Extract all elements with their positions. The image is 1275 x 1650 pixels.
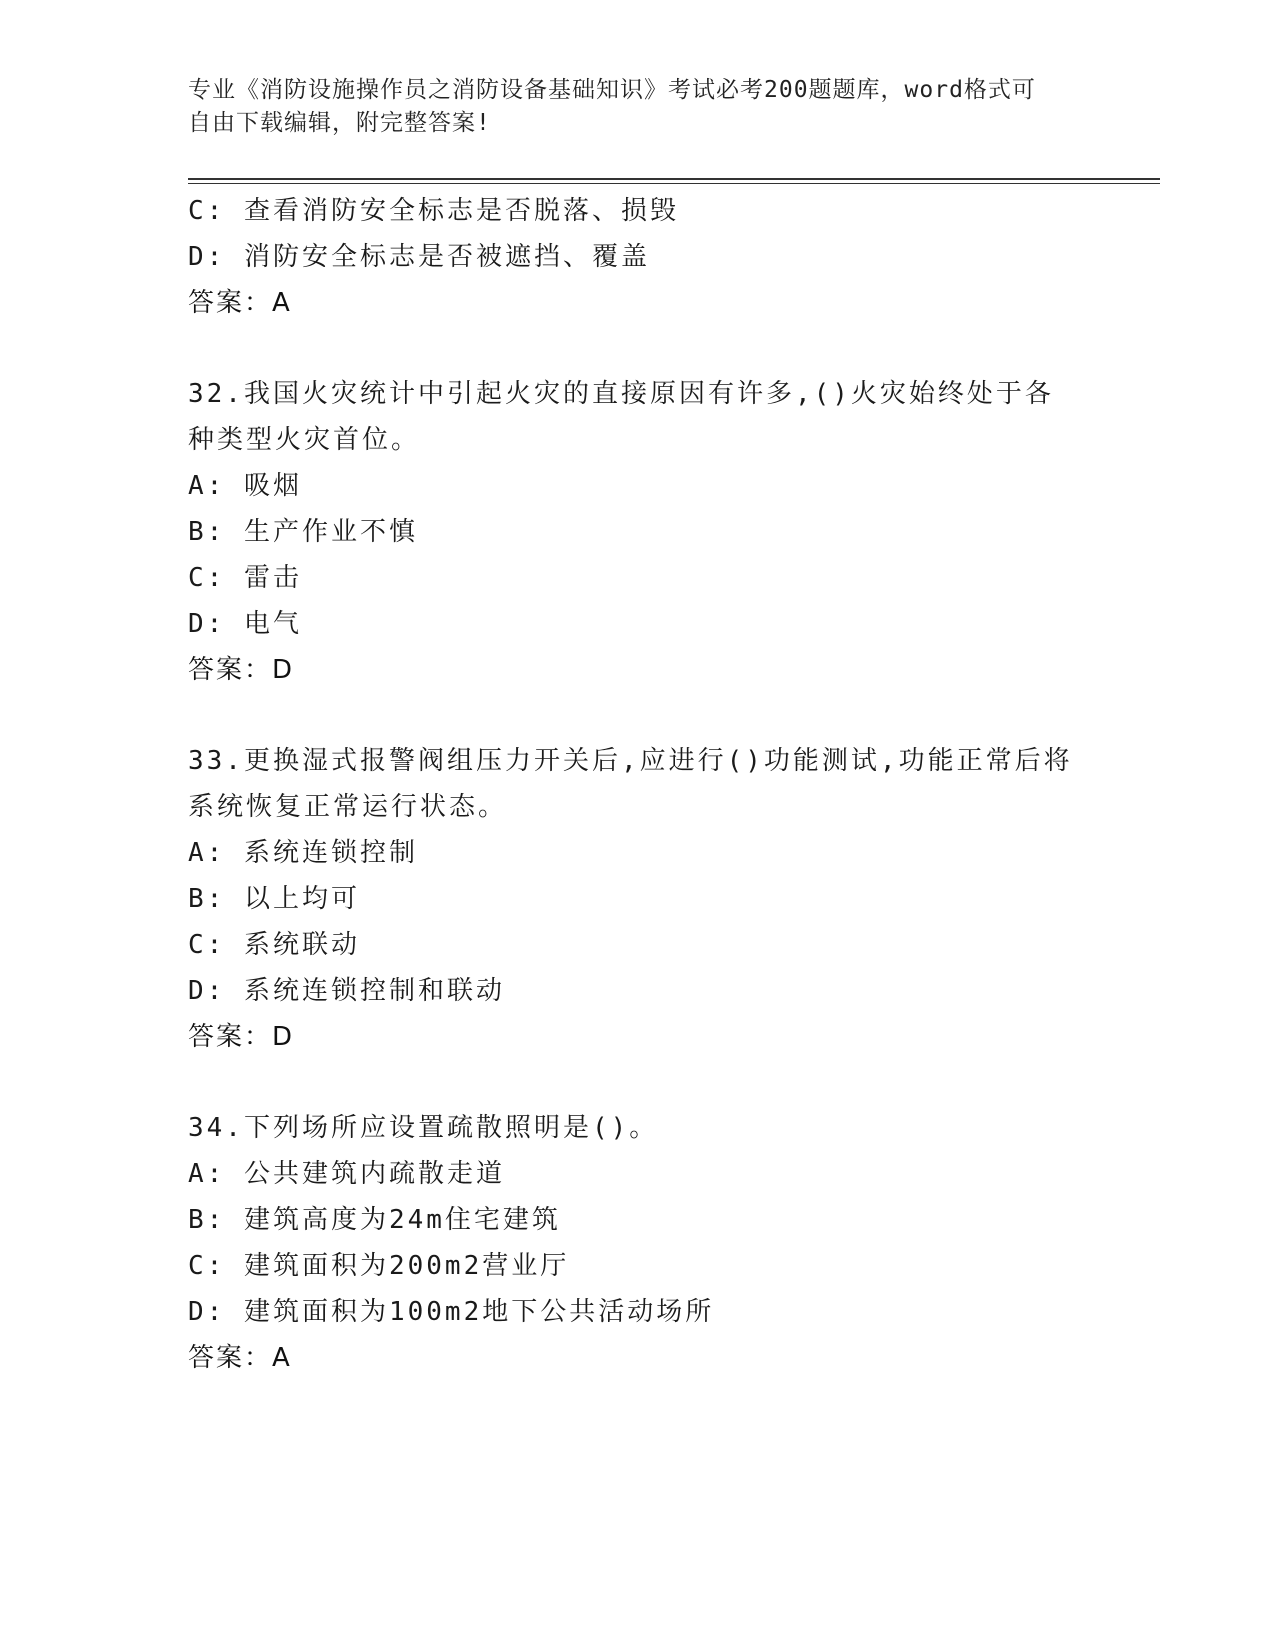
question-32	[188, 371, 1088, 693]
option-a: A: 公共建筑内疏散走道	[188, 1159, 505, 1189]
option-b: B: 生产作业不慎	[188, 517, 418, 547]
option-d: D: 系统连锁控制和联动	[188, 976, 505, 1006]
option-b: B: 以上均可	[188, 884, 360, 914]
option-d: D: 电气	[188, 609, 302, 639]
option-a: A: 系统连锁控制	[188, 838, 418, 868]
question-text-line-2: 系统恢复正常运行状态。	[188, 792, 508, 822]
question-text-line-1: 34.下列场所应设置疏散照明是()。	[188, 1113, 659, 1143]
question-text-line-2: 种类型火灾首位。	[188, 425, 421, 455]
option-c: C: 系统联动	[188, 930, 360, 960]
header-line-2: 自由下载编辑，附完整答案!	[188, 110, 491, 136]
answer-line: 答案：A	[188, 1343, 292, 1373]
question-33	[188, 738, 1088, 1060]
document-header	[188, 74, 1068, 140]
previous-question-tail	[188, 188, 1088, 326]
header-divider-thin	[188, 183, 1160, 184]
question-34	[188, 1105, 1088, 1381]
option-c: C: 建筑面积为200m2营业厅	[188, 1251, 570, 1281]
question-text-line-1: 32.我国火灾统计中引起火灾的直接原因有许多,()火灾始终处于各	[188, 379, 1054, 409]
answer-line: 答案：D	[188, 655, 295, 685]
option-c: C: 查看消防安全标志是否脱落、损毁	[188, 196, 679, 226]
option-d: D: 建筑面积为100m2地下公共活动场所	[188, 1297, 715, 1327]
option-b: B: 建筑高度为24m住宅建筑	[188, 1205, 561, 1235]
option-c: C: 雷击	[188, 563, 302, 593]
header-line-1: 专业《消防设施操作员之消防设备基础知识》考试必考200题题库，word格式可	[188, 77, 1036, 103]
answer-line: 答案：D	[188, 1022, 295, 1052]
question-text-line-1: 33.更换湿式报警阀组压力开关后,应进行()功能测试,功能正常后将	[188, 746, 1073, 776]
option-a: A: 吸烟	[188, 471, 302, 501]
answer-line: 答案：A	[188, 288, 292, 318]
header-divider-thick	[188, 178, 1160, 180]
question-list	[188, 188, 1088, 1381]
option-d: D: 消防安全标志是否被遮挡、覆盖	[188, 242, 650, 272]
